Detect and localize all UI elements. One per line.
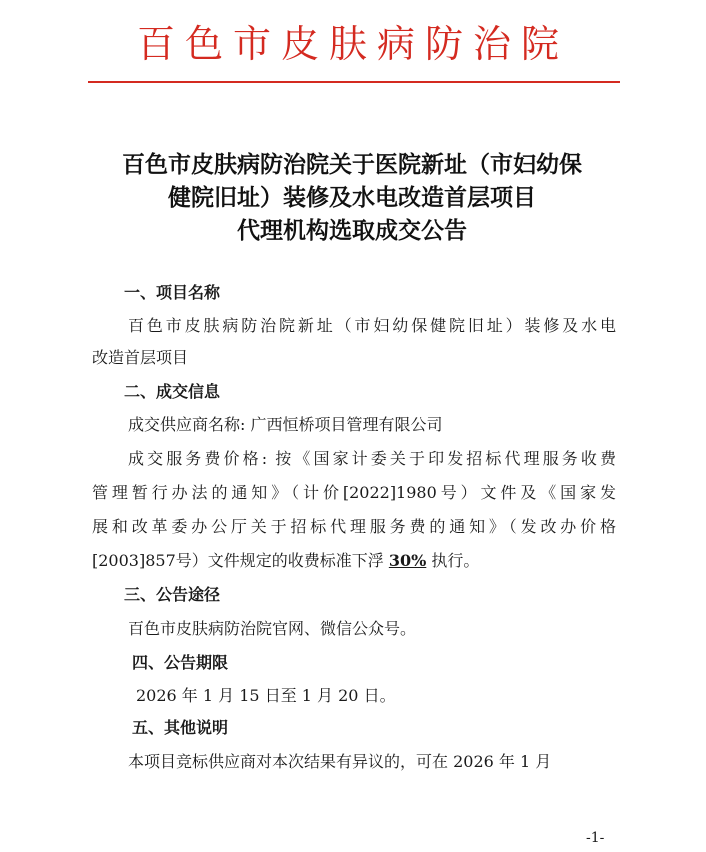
supplier-name: 成交供应商名称: 广西恒桥项目管理有限公司 [128,415,443,434]
section-1-text-line-1: 百色市皮肤病防治院新址（市妇幼保健院旧址）装修及水电 [128,316,616,335]
section-3-heading: 三、公告途径 [124,585,221,604]
section-3-text: 百色市皮肤病防治院官网、微信公众号。 [128,619,417,638]
fee-line-1: 成交服务费价格: 按《国家计委关于印发招标代理服务收费 [128,449,616,468]
fee-line-4-prefix: [2003]857号）文件规定的收费标准下浮 [92,551,389,570]
section-2-heading: 二、成交信息 [124,382,221,401]
section-5-heading: 五、其他说明 [132,718,229,737]
title-line-3: 代理机构选取成交公告 [237,217,467,244]
fee-discount: 30% [388,551,427,570]
section-1-heading: 一、项目名称 [124,283,221,302]
section-4-heading: 四、公告期限 [132,653,229,672]
red-divider [88,81,620,83]
document-title [82,148,622,247]
section-1-text-line-2: 改造首层项目 [92,348,189,367]
fee-line-2: 管理暂行办法的通知》（计价[2022]1980号）文件及《国家发 [92,483,616,502]
fee-line-3: 展和改革委办公厅关于招标代理服务费的通知》（发改办价格 [92,517,616,536]
letterhead: 百色市皮肤病防治院 [136,22,569,66]
section-4-text: 2026 年 1 月 15 日至 1 月 20 日。 [136,686,396,705]
page-number: -1- [586,830,605,846]
title-line-1: 百色市皮肤病防治院关于医院新址（市妇幼保 [122,151,582,178]
fee-line-4 [92,549,479,573]
section-5-text: 本项目竞标供应商对本次结果有异议的，可在 2026 年 1 月 [128,752,552,771]
title-line-2: 健院旧址）装修及水电改造首层项目 [168,184,536,211]
fee-line-4-suffix: 执行。 [426,551,480,570]
